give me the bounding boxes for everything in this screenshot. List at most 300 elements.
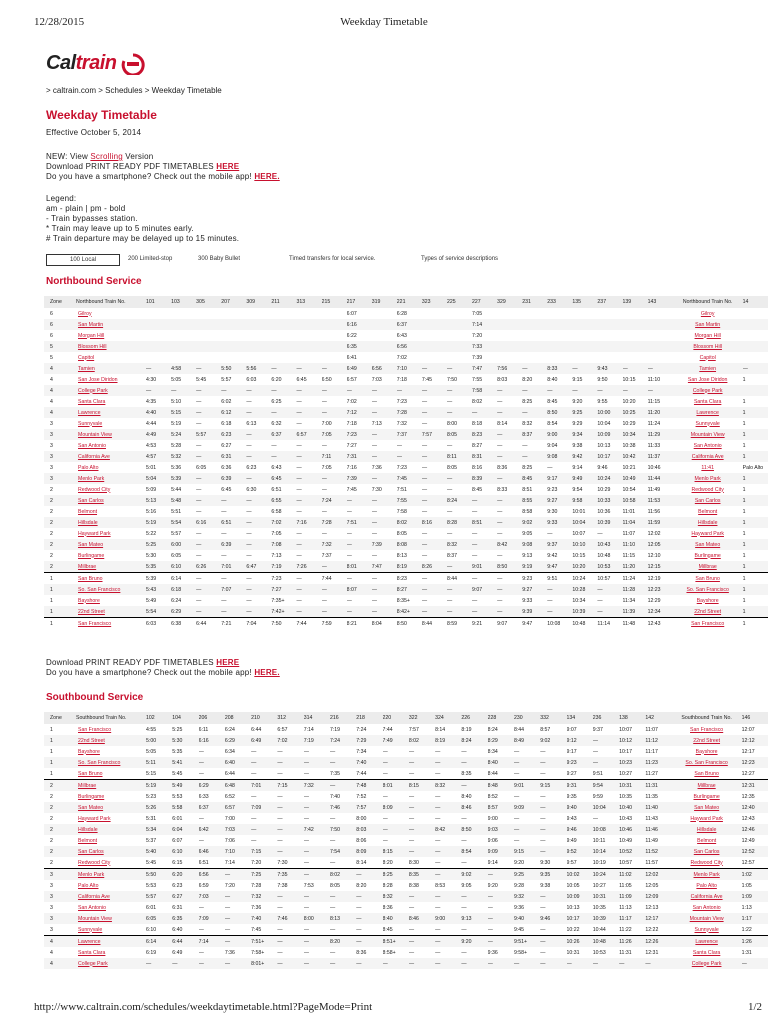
zone-cell: 4 — [44, 958, 76, 969]
time-cell — [597, 330, 622, 341]
time-cell: — — [224, 904, 231, 911]
time-cell: 11:35 — [645, 793, 658, 800]
station-link[interactable]: Belmont — [697, 837, 717, 844]
time-cell: 1 — [742, 552, 746, 559]
time-cell: 12:02 — [647, 530, 661, 537]
station-link[interactable]: Palo Alto — [78, 882, 99, 889]
time-cell: 9:35 — [566, 793, 577, 800]
station-link[interactable]: 22nd Street — [672, 735, 742, 746]
station-link[interactable]: Lawrence — [673, 407, 743, 418]
time-cell: 8:50 — [497, 561, 522, 573]
time-cell: 10:20 — [572, 561, 597, 573]
time-cell: 4:53 — [146, 442, 157, 449]
time-cell: 7:33 — [472, 341, 497, 352]
station-link[interactable]: So. San Francisco — [672, 757, 742, 768]
time-cell: — — [409, 958, 435, 969]
station-link[interactable]: Santa Clara — [693, 398, 722, 405]
time-cell: 5:30 — [146, 552, 157, 559]
time-cell: 12:23 — [648, 584, 673, 595]
legend-block — [46, 194, 239, 244]
time-cell: 6:13 — [246, 420, 257, 427]
station-link[interactable]: Hayward Park — [78, 530, 111, 537]
time-cell: — — [371, 597, 377, 604]
station-link[interactable]: San Martin — [76, 319, 146, 330]
table-header-row — [44, 712, 768, 724]
time-cell: — — [408, 926, 414, 933]
time-cell: 8:16 — [472, 464, 483, 471]
time-cell: 6:57 — [296, 429, 321, 440]
time-cell: 6:20 — [271, 376, 282, 383]
zone-cell: 4 — [44, 407, 76, 418]
time-cell: 10:17 — [597, 451, 622, 462]
station-link[interactable]: Gilroy — [78, 310, 92, 317]
time-cell: 5:57 — [171, 530, 182, 537]
time-cell: 6:50 — [321, 376, 332, 383]
time-cell: 10:00 — [597, 407, 622, 418]
time-cell: — — [487, 904, 493, 911]
time-cell: — — [277, 748, 283, 755]
station-link[interactable]: San Bruno — [673, 573, 743, 585]
time-cell: 8:35 — [409, 869, 435, 881]
time-cell: — — [408, 770, 414, 777]
time-cell: 5:22 — [146, 530, 157, 537]
time-cell: — — [329, 837, 336, 844]
station-link[interactable]: Bayshore — [695, 748, 718, 755]
time-cell: 9:33 — [522, 597, 533, 604]
time-cell: 10:54 — [622, 486, 636, 493]
station-link[interactable]: Burlingame — [78, 552, 105, 559]
station-link[interactable]: Bayshore — [696, 597, 719, 604]
station-link[interactable]: San Mateo — [76, 802, 146, 813]
time-cell: — — [435, 859, 441, 866]
time-cell: — — [743, 363, 768, 374]
time-cell: — — [645, 958, 671, 969]
time-cell: 8:05 — [446, 464, 458, 471]
station-link[interactable]: Menlo Park — [673, 473, 743, 484]
time-cell: 6:49 — [347, 363, 372, 374]
station-link[interactable]: Redwood City — [691, 486, 724, 493]
station-link[interactable]: Sunnyvale — [78, 926, 103, 933]
station-link[interactable]: San Bruno — [78, 770, 103, 777]
time-cell: — — [421, 508, 428, 515]
station-link[interactable]: Menlo Park — [672, 869, 742, 881]
station-link[interactable]: Lawrence — [672, 936, 742, 948]
time-cell: 5:41 — [172, 757, 198, 768]
table-row — [44, 606, 768, 618]
station-link[interactable]: Belmont — [698, 508, 718, 515]
time-cell — [322, 319, 347, 330]
time-cell: 10:57 — [597, 573, 622, 585]
mobile-text: Do you have a smartphone? Check out the mobile app! — [46, 172, 255, 181]
service-descriptions-link[interactable]: Types of service descriptions — [421, 256, 499, 262]
time-cell: 9:00 — [547, 429, 572, 440]
station-link[interactable]: College Park — [673, 385, 743, 396]
station-link[interactable]: Redwood City — [690, 859, 723, 866]
station-link[interactable]: Belmont — [78, 837, 98, 844]
time-cell: 12:26 — [645, 936, 671, 948]
station-link[interactable]: Capitol — [699, 354, 716, 361]
station-link[interactable]: Palo Alto — [696, 882, 717, 889]
column-header: 138 — [619, 712, 645, 724]
time-cell: 7:30 — [277, 859, 288, 866]
time-cell: 7:44 — [322, 573, 347, 585]
time-cell: 11:07 — [622, 530, 636, 537]
station-link[interactable]: Redwood City — [78, 486, 111, 493]
station-link[interactable]: San Bruno — [694, 770, 719, 777]
station-link[interactable]: 22nd Street — [76, 735, 146, 746]
station-link[interactable]: Burlingame — [693, 793, 720, 800]
time-cell: 5:50 — [221, 363, 246, 374]
station-link[interactable]: San Martin — [673, 319, 743, 330]
time-cell: 9:55 — [597, 398, 608, 405]
time-cell: 10:44 — [592, 926, 606, 933]
time-cell: 11:59 — [648, 517, 673, 528]
station-link[interactable]: San Carlos — [76, 495, 146, 506]
time-cell: — — [382, 793, 388, 800]
time-cell: — — [472, 495, 497, 506]
time-cell: 6:35 — [172, 913, 198, 924]
station-link[interactable]: College Park — [76, 385, 146, 396]
time-cell: 9:15 — [540, 780, 566, 792]
time-cell — [146, 319, 171, 330]
station-link[interactable]: Menlo Park — [76, 473, 146, 484]
station-link[interactable]: So. San Francisco — [673, 584, 743, 595]
station-link[interactable]: San Mateo — [76, 539, 146, 550]
time-cell: 6:57 — [225, 802, 251, 813]
print-header — [0, 16, 768, 30]
zone-cell: 1 — [44, 757, 76, 768]
station-link[interactable]: San Mateo — [673, 539, 743, 550]
time-cell: — — [304, 936, 330, 948]
time-cell: Palo Alto — [742, 464, 764, 471]
station-link[interactable]: San Bruno — [76, 573, 146, 585]
time-cell: 7:20 — [472, 332, 483, 339]
station-link[interactable]: Burlingame — [694, 552, 721, 559]
station-link[interactable]: Hayward Park — [690, 815, 723, 822]
station-link[interactable]: Millbrae — [673, 561, 743, 573]
mobile-here-link[interactable]: HERE. — [254, 172, 280, 181]
time-cell: 11:01 — [622, 508, 636, 515]
time-cell: 10:43 — [597, 539, 622, 550]
pdf-here-link[interactable]: HERE — [216, 162, 240, 171]
time-cell: — — [540, 949, 546, 956]
time-cell: — — [488, 936, 514, 948]
time-cell: — — [592, 748, 598, 755]
station-link[interactable]: San Jose Diridon — [78, 376, 118, 383]
station-link[interactable]: 11:41 — [701, 464, 714, 471]
station-link[interactable]: California Ave — [76, 891, 146, 902]
mobile-here-link-2[interactable]: HERE. — [254, 668, 280, 677]
time-cell: — — [382, 815, 388, 822]
time-cell: 8:50 — [397, 618, 422, 630]
time-cell — [271, 308, 296, 319]
station-link[interactable]: San Francisco — [690, 726, 724, 733]
station-link[interactable]: Hayward Park — [691, 530, 724, 537]
station-link[interactable]: San Antonio — [78, 904, 106, 911]
time-cell: 7:01 — [221, 561, 246, 573]
time-cell: — — [435, 815, 441, 822]
time-cell — [221, 352, 246, 363]
time-cell — [743, 385, 768, 396]
station-link[interactable]: Hillsdale — [76, 517, 146, 528]
station-link[interactable]: California Ave — [673, 451, 743, 462]
station-link[interactable]: 22nd Street — [76, 606, 146, 618]
time-cell — [547, 330, 572, 341]
time-cell: — — [383, 757, 409, 768]
time-cell: 8:37 — [446, 552, 458, 559]
time-cell: 12:12 — [742, 735, 768, 746]
station-link[interactable]: Menlo Park — [76, 869, 146, 881]
station-link[interactable]: Sunnyvale — [695, 420, 720, 427]
time-cell: — — [408, 949, 414, 956]
station-link[interactable]: Redwood City — [78, 859, 111, 866]
station-link[interactable]: Tamien — [76, 363, 146, 374]
time-cell: 1 — [743, 573, 768, 585]
station-link[interactable]: Lawrence — [76, 407, 146, 418]
station-link[interactable]: Millbrae — [672, 780, 742, 792]
time-cell: 6:16 — [199, 735, 225, 746]
station-link[interactable]: Mountain View — [673, 429, 743, 440]
time-cell: 5:58 — [172, 802, 198, 813]
station-link[interactable]: Capitol — [78, 354, 95, 361]
time-cell: — — [346, 597, 352, 604]
time-cell: 9:38 — [572, 442, 583, 449]
station-link[interactable]: San Francisco — [76, 618, 146, 630]
station-link[interactable]: Sunnyvale — [694, 926, 719, 933]
time-cell: — — [296, 385, 321, 396]
time-cell: 6:56 — [199, 869, 225, 881]
time-cell: 9:08 — [522, 539, 547, 550]
station-link[interactable]: Millbrae — [76, 561, 146, 573]
station-link[interactable]: Burlingame — [78, 793, 105, 800]
station-link[interactable]: Tamien — [673, 363, 743, 374]
time-cell: — — [322, 385, 347, 396]
station-link[interactable]: College Park — [76, 958, 146, 969]
time-cell: — — [246, 552, 252, 559]
station-link[interactable]: Palo Alto — [78, 464, 99, 471]
time-cell: 8:38 — [408, 882, 419, 889]
station-link[interactable]: Hayward Park — [78, 815, 111, 822]
time-cell — [522, 341, 547, 352]
time-cell — [597, 308, 622, 319]
station-link[interactable]: Hillsdale — [673, 517, 743, 528]
time-cell: 8:19 — [435, 735, 461, 746]
station-link[interactable]: 22nd Street — [673, 606, 743, 618]
time-cell: 6:11 — [198, 726, 209, 733]
time-cell: — — [421, 530, 428, 537]
time-cell: 7:50 — [271, 618, 296, 630]
breadcrumb-home-link[interactable]: caltrain.com — [52, 86, 97, 95]
zone-cell: 4 — [50, 398, 53, 405]
station-link[interactable]: San Carlos — [76, 846, 146, 857]
time-cell: 12:52 — [742, 846, 768, 857]
station-link[interactable]: Mountain View — [672, 913, 742, 924]
time-cell: 7:36 — [224, 949, 235, 956]
column-header: 312 — [277, 712, 303, 724]
time-cell — [271, 341, 296, 352]
station-link[interactable]: San Carlos — [672, 846, 742, 857]
station-link[interactable]: Hillsdale — [76, 824, 146, 835]
time-cell: — — [246, 539, 271, 550]
station-link[interactable]: Morgan Hill — [78, 332, 105, 339]
pdf-here-link-2[interactable]: HERE — [216, 658, 240, 667]
table-row — [44, 341, 768, 352]
time-cell: 9:46 — [567, 824, 593, 835]
column-header: 104 — [172, 712, 198, 724]
time-cell: — — [447, 363, 472, 374]
time-cell: 6:44 — [224, 770, 235, 777]
station-link[interactable]: Hillsdale — [672, 824, 742, 835]
time-cell: 6:18 — [221, 420, 232, 427]
time-cell: 11:20 — [623, 561, 648, 573]
time-cell: 7:00 — [321, 420, 332, 427]
time-cell: 9:17 — [566, 748, 577, 755]
station-link[interactable]: San Francisco — [673, 618, 743, 630]
time-cell: — — [488, 958, 514, 969]
time-cell: 4:44 — [146, 420, 157, 427]
time-cell: 7:51 — [396, 486, 407, 493]
time-cell — [422, 352, 447, 363]
time-cell: — — [382, 770, 388, 777]
time-cell: — — [277, 770, 283, 777]
station-link[interactable]: San Jose Diridon — [687, 376, 728, 383]
table-row — [44, 407, 768, 418]
time-cell — [522, 308, 547, 319]
station-link[interactable]: Mountain View — [76, 429, 146, 440]
time-cell: — — [619, 958, 645, 969]
column-header: 236 — [593, 712, 619, 724]
station-link[interactable]: San Antonio — [693, 442, 722, 449]
time-cell: 8:05 — [329, 882, 341, 889]
station-link[interactable]: Belmont — [78, 508, 98, 515]
time-cell: 12:15 — [648, 561, 673, 573]
station-link[interactable]: So. San Francisco — [76, 757, 146, 768]
time-cell: — — [422, 385, 447, 396]
time-cell — [743, 352, 768, 363]
station-link[interactable]: California Ave — [672, 891, 742, 902]
time-cell: — — [277, 837, 283, 844]
column-header: 314 — [304, 712, 330, 724]
time-cell: — — [396, 442, 402, 449]
time-cell: 1 — [742, 442, 746, 449]
time-cell — [146, 330, 171, 341]
time-cell: 8:20 — [356, 882, 367, 889]
station-link[interactable]: Santa Clara — [78, 949, 106, 956]
time-cell: 9:27 — [547, 495, 572, 506]
time-cell: 9:30 — [547, 508, 558, 515]
scrolling-version-link[interactable]: Scrolling — [90, 152, 123, 161]
time-cell: 8:27 — [472, 442, 483, 449]
station-link[interactable]: Sunnyvale — [78, 420, 103, 427]
time-cell: 6:02 — [221, 398, 232, 405]
time-cell: — — [648, 363, 673, 374]
station-link[interactable]: San Antonio — [78, 442, 106, 449]
time-cell: 8:34 — [487, 748, 498, 755]
time-cell: 1 — [743, 451, 768, 462]
logo-mark-icon — [118, 53, 148, 75]
time-cell: 5:32 — [171, 451, 196, 462]
time-cell: 12:27 — [741, 770, 755, 777]
time-cell: — — [296, 495, 321, 506]
station-link[interactable]: Mountain View — [76, 913, 146, 924]
column-header: Northbound Train No. — [76, 296, 146, 308]
station-link[interactable]: Lawrence — [76, 936, 146, 948]
time-cell: 7:10 — [397, 363, 422, 374]
time-cell: 7:03 — [225, 824, 251, 835]
time-cell — [171, 352, 196, 363]
time-cell: 7:45 — [251, 926, 262, 933]
time-cell: — — [356, 869, 382, 881]
station-link[interactable]: San Francisco — [78, 726, 112, 733]
station-link[interactable]: San Carlos — [673, 495, 743, 506]
station-link[interactable]: San Antonio — [692, 904, 721, 911]
time-cell: 5:57 — [196, 429, 221, 440]
time-cell: 10:04 — [597, 420, 611, 427]
time-cell: — — [329, 949, 336, 956]
time-cell: 7:19 — [271, 561, 296, 573]
column-header: 216 — [330, 712, 356, 724]
zone-cell: 1 — [44, 584, 76, 595]
time-cell: 9:39 — [522, 606, 547, 618]
station-link[interactable]: Blossom Hill — [673, 341, 743, 352]
time-cell: 7:02 — [271, 517, 296, 528]
time-cell: 5:01 — [146, 464, 157, 471]
time-cell — [547, 308, 572, 319]
station-link[interactable]: Bayshore — [78, 748, 100, 755]
station-link[interactable]: So. San Francisco — [76, 584, 146, 595]
time-cell: 9:50 — [597, 376, 608, 383]
time-cell — [572, 330, 597, 341]
time-cell: 11:27 — [645, 770, 658, 777]
time-cell: — — [246, 606, 271, 618]
time-cell — [246, 308, 271, 319]
station-link[interactable]: Morgan Hill — [694, 332, 721, 339]
station-link[interactable]: Santa Clara — [692, 949, 721, 956]
time-cell: 6:58 — [271, 508, 282, 515]
station-link[interactable]: Millbrae — [76, 780, 146, 792]
time-cell: 7:35+ — [271, 597, 285, 604]
print-url: http://www.caltrain.com/schedules/weekdaytimetable.html?PageMode=Print — [34, 1001, 373, 1013]
station-link[interactable]: Bayshore — [78, 597, 100, 604]
time-cell — [271, 352, 296, 363]
time-cell: 1 — [742, 376, 746, 383]
station-link[interactable]: San Mateo — [672, 802, 742, 813]
station-link[interactable]: Blossom Hill — [76, 341, 146, 352]
time-cell: 9:12 — [567, 735, 593, 746]
breadcrumb-schedules-link[interactable]: Schedules — [105, 86, 143, 95]
print-footer — [0, 1001, 768, 1015]
column-header: 329 — [497, 296, 522, 308]
time-cell: 6:45 — [271, 473, 296, 484]
station-link[interactable]: Gilroy — [700, 310, 715, 317]
time-cell: 8:35 — [461, 770, 472, 777]
time-cell: 9:23 — [567, 757, 593, 768]
time-cell: 9:00 — [435, 913, 461, 924]
time-cell: 10:48 — [572, 618, 597, 630]
station-link[interactable]: Santa Clara — [78, 398, 106, 405]
time-cell: 7:31 — [347, 451, 372, 462]
time-cell: 10:19 — [592, 859, 606, 866]
time-cell — [196, 352, 221, 363]
time-cell: 1 — [743, 429, 768, 440]
time-cell: — — [540, 770, 546, 777]
station-link[interactable]: College Park — [672, 958, 742, 969]
caltrain-logo[interactable] — [46, 52, 148, 75]
time-cell: 11:34 — [622, 597, 636, 604]
time-cell: 8:05 — [396, 530, 407, 537]
station-link[interactable]: California Ave — [76, 451, 146, 462]
table-row — [44, 374, 768, 385]
